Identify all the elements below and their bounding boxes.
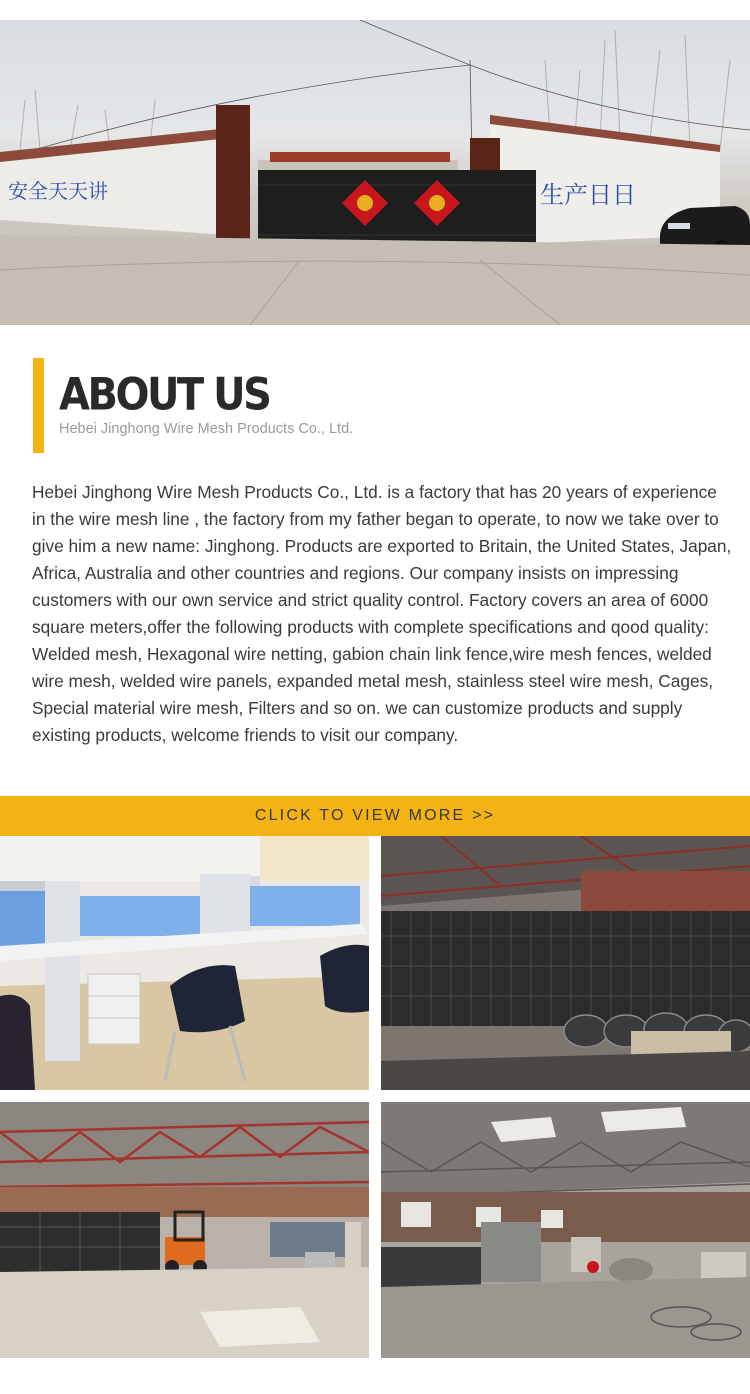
- hero-factory-photo: [0, 20, 750, 325]
- about-subtitle: Hebei Jinghong Wire Mesh Products Co., Ltd.: [59, 421, 354, 437]
- svg-text:生产日日: 生产日日: [540, 181, 636, 209]
- about-title: ABOUT US: [59, 369, 270, 421]
- warehouse-mesh-rolls-photo: [381, 836, 750, 1090]
- warehouse-forklift-photo: [0, 1102, 369, 1358]
- view-more-label: CLICK TO VIEW MORE >>: [254, 807, 496, 824]
- about-section-header: [33, 358, 723, 453]
- company-description: Hebei Jinghong Wire Mesh Products Co., Ltd. is a factory that has 20 years of experience in the wire mesh line , the factory from my father began to operate, to now we take over to give him a new name: Jinghong. Products are exported to Britain, the United States, Japan, Africa, Australia and other countries and regions. Our company insists on impressing customers with our own service and strict quality control. Factory covers an area of 6000 square meters,offer the following products with complete specifications and qood quality: Welded mesh, Hexagonal wire netting, gabion chain link fence,wire mesh fences, welded wire mesh, welded wire panels, expanded metal mesh, stainless steel wire mesh, Cages, Special material wire mesh, Filters and so on. we can customize products and supply existing products, welcome friends to visit our company.: [32, 482, 732, 745]
- production-workshop-photo: [381, 1102, 750, 1358]
- view-more-button[interactable]: [0, 796, 750, 836]
- svg-text:安全天天讲: 安全天天讲: [8, 179, 108, 203]
- office-photo: [0, 836, 369, 1090]
- accent-bar: [33, 358, 44, 453]
